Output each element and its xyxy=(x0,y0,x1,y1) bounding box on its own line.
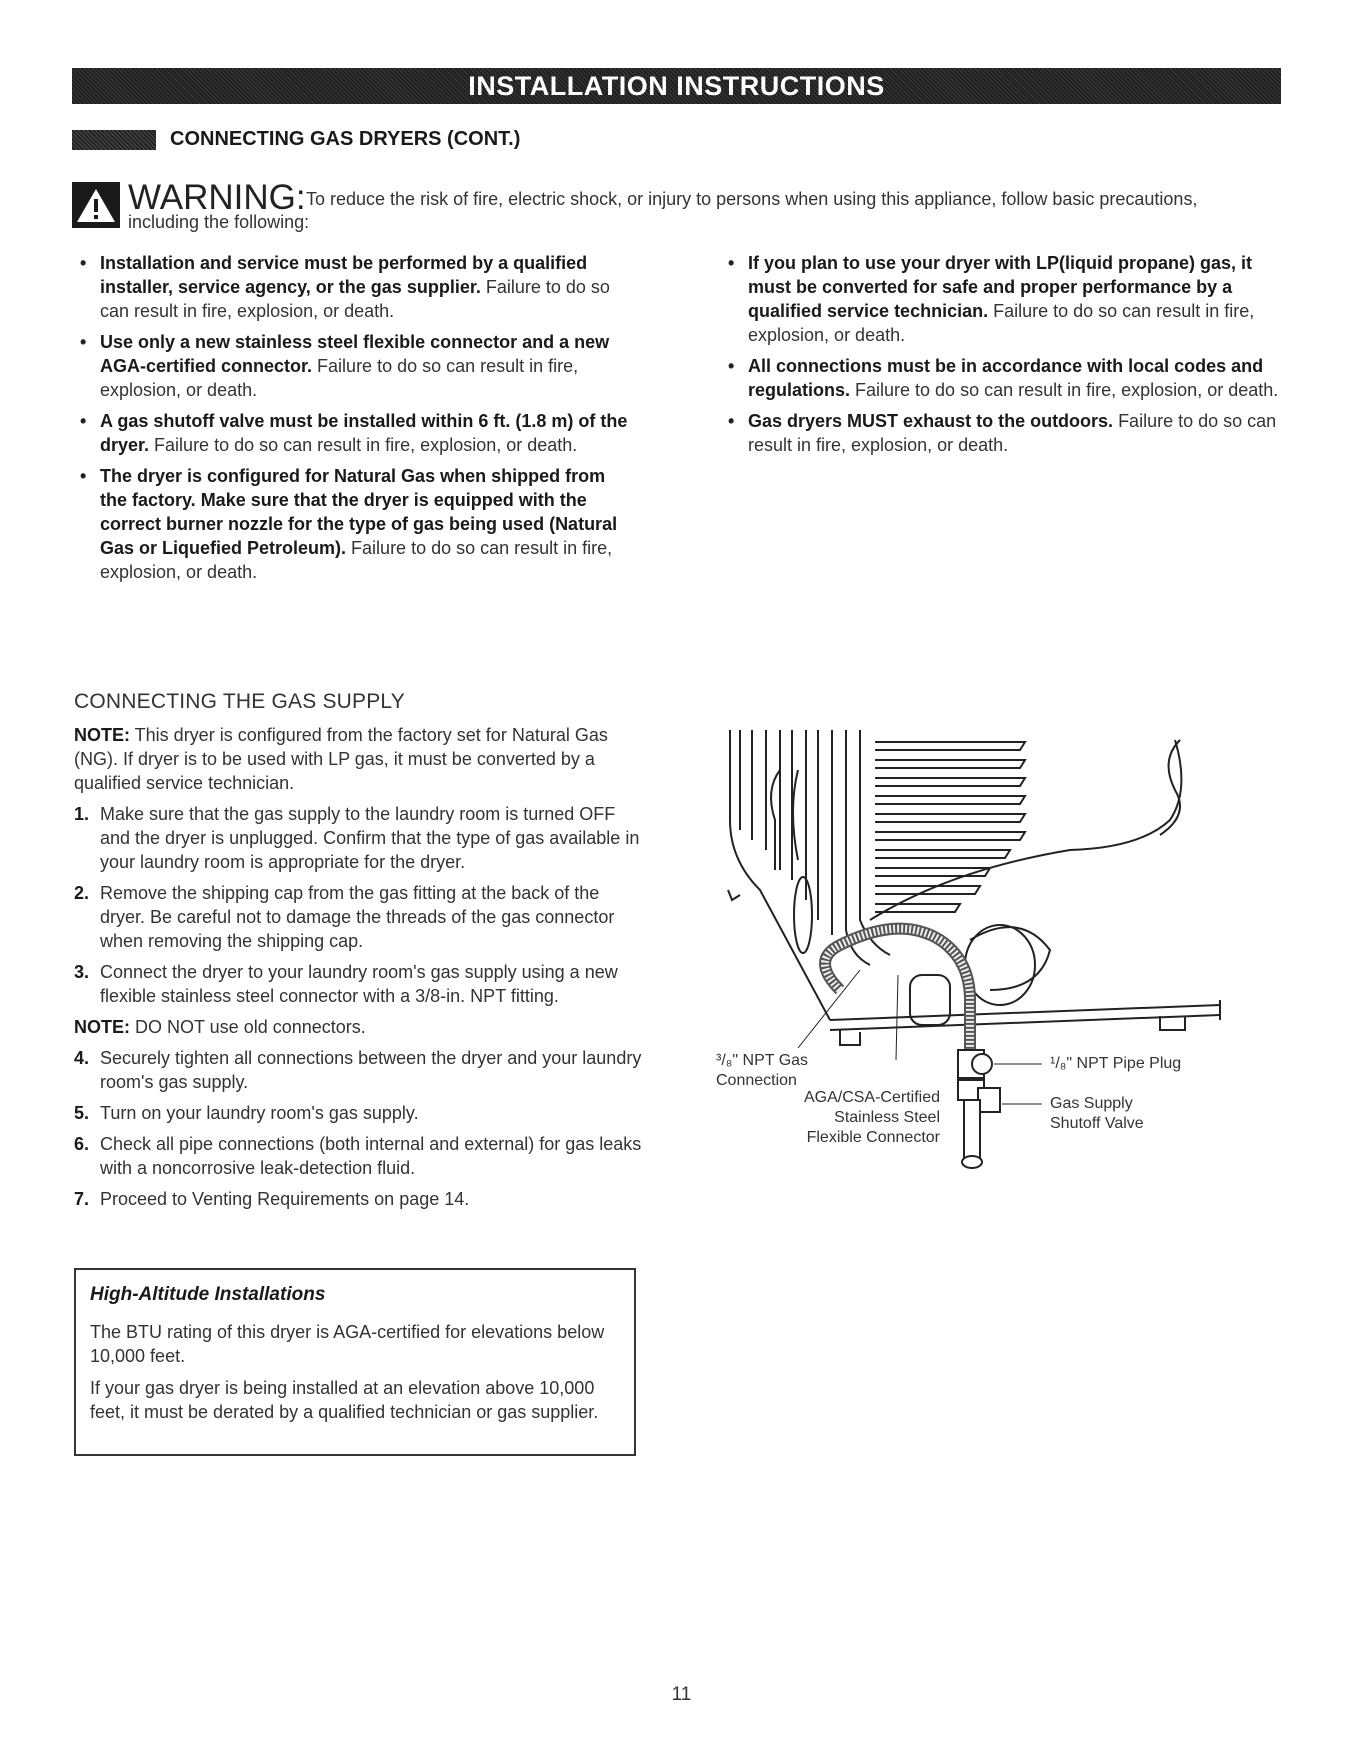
npt-pipe-plug-label: ¹/₈" NPT Pipe Plug xyxy=(1050,1055,1182,1072)
section-marker xyxy=(72,130,156,150)
warning-text-line2: including the following: xyxy=(128,212,310,232)
list-item: • Installation and service must be performed by a qualified installer, service agency, or the gas supplier. Failure to do so can result in fire, explosion, or death. xyxy=(74,251,634,323)
steps-list-a xyxy=(74,802,644,1008)
list-item: • Use only a new stainless steel flexible connector and a new AGA-certified connector. Failure to do so can result in fire, explosion, or death. xyxy=(74,330,634,402)
gas-connection-diagram xyxy=(716,720,1280,1180)
high-altitude-box xyxy=(74,1268,636,1456)
gas-supply-title: CONNECTING THE GAS SUPPLY xyxy=(74,690,405,713)
section-title: CONNECTING GAS DRYERS (CONT.) xyxy=(170,128,521,150)
warning-word: WARNING: xyxy=(128,178,306,217)
list-item: 5. Turn on your laundry room's gas supply. xyxy=(74,1103,419,1123)
list-item: 2. Remove the shipping cap from the gas fitting at the back of the dryer. Be careful not to damage the threads of the gas connector when removing the shipping cap. xyxy=(74,883,615,951)
banner-title: INSTALLATION INSTRUCTIONS xyxy=(468,70,885,101)
npt-gas-connection-label: ³/₈" NPT Gas Connection xyxy=(716,1052,809,1089)
list-item: • Gas dryers MUST exhaust to the outdoors. Failure to do so can result in fire, explosion, or death. xyxy=(722,409,1292,457)
gas-supply-body xyxy=(74,723,644,1218)
high-altitude-paragraph: The BTU rating of this dryer is AGA-certified for elevations below 10,000 feet. xyxy=(90,1322,605,1366)
steps-list-b xyxy=(74,1046,644,1211)
list-item: 4. Securely tighten all connections between the dryer and your laundry room's gas supply. xyxy=(74,1048,642,1092)
page-banner xyxy=(72,68,1281,104)
list-item: • The dryer is configured for Natural Gas when shipped from the factory. Make sure that the dryer is equipped with the correct burner nozzle for the type of gas being used (Natural Gas or Liquefied Petroleum). Failure to do so can result in fire, explosion, or death. xyxy=(74,464,634,584)
warning-icon xyxy=(72,182,120,228)
high-altitude-title: High-Altitude Installations xyxy=(90,1284,326,1305)
gas-shutoff-valve-label: Gas Supply Shutoff Valve xyxy=(1050,1095,1144,1132)
list-item: 7. Proceed to Venting Requirements on page 14. xyxy=(74,1189,470,1209)
list-item: 1. Make sure that the gas supply to the laundry room is turned OFF and the dryer is unplugged. Confirm that the type of gas available in your laundry room is appropriate for the dryer. xyxy=(74,804,640,872)
page-number: 11 xyxy=(671,1684,692,1705)
warning-text-line1: To reduce the risk of fire, electric shock, or injury to persons when using this appliance, follow basic precautions, xyxy=(306,189,1198,209)
note-paragraph: NOTE: This dryer is configured from the factory set for Natural Gas (NG). If dryer is to be used with LP gas, it must be converted by a qualified service technician. xyxy=(74,725,608,793)
list-item: 3. Connect the dryer to your laundry room's gas supply using a new flexible stainless steel connector with a 3/8-in. NPT fitting. xyxy=(74,962,618,1006)
list-item: • If you plan to use your dryer with LP(liquid propane) gas, it must be converted for safe and proper performance by a qualified service technician. Failure to do so can result in fire, explosion, or death. xyxy=(722,251,1292,347)
left-bullet-list xyxy=(74,251,634,591)
aga-connector-label: AGA/CSA-Certified Stainless Steel Flexible Connector xyxy=(803,1089,940,1146)
right-bullet-list xyxy=(722,251,1292,464)
list-item: • All connections must be in accordance with local codes and regulations. Failure to do so can result in fire, explosion, or death. xyxy=(722,354,1292,402)
list-item: • A gas shutoff valve must be installed within 6 ft. (1.8 m) of the dryer. Failure to do so can result in fire, explosion, or death. xyxy=(74,409,634,457)
high-altitude-paragraph: If your gas dryer is being installed at an elevation above 10,000 feet, it must be derated by a qualified technician or gas supplier. xyxy=(90,1378,599,1422)
section-header xyxy=(72,128,520,151)
list-item: 6. Check all pipe connections (both internal and external) for gas leaks with a noncorrosive leak-detection fluid. xyxy=(74,1134,642,1178)
note-paragraph: NOTE: DO NOT use old connectors. xyxy=(74,1017,366,1037)
